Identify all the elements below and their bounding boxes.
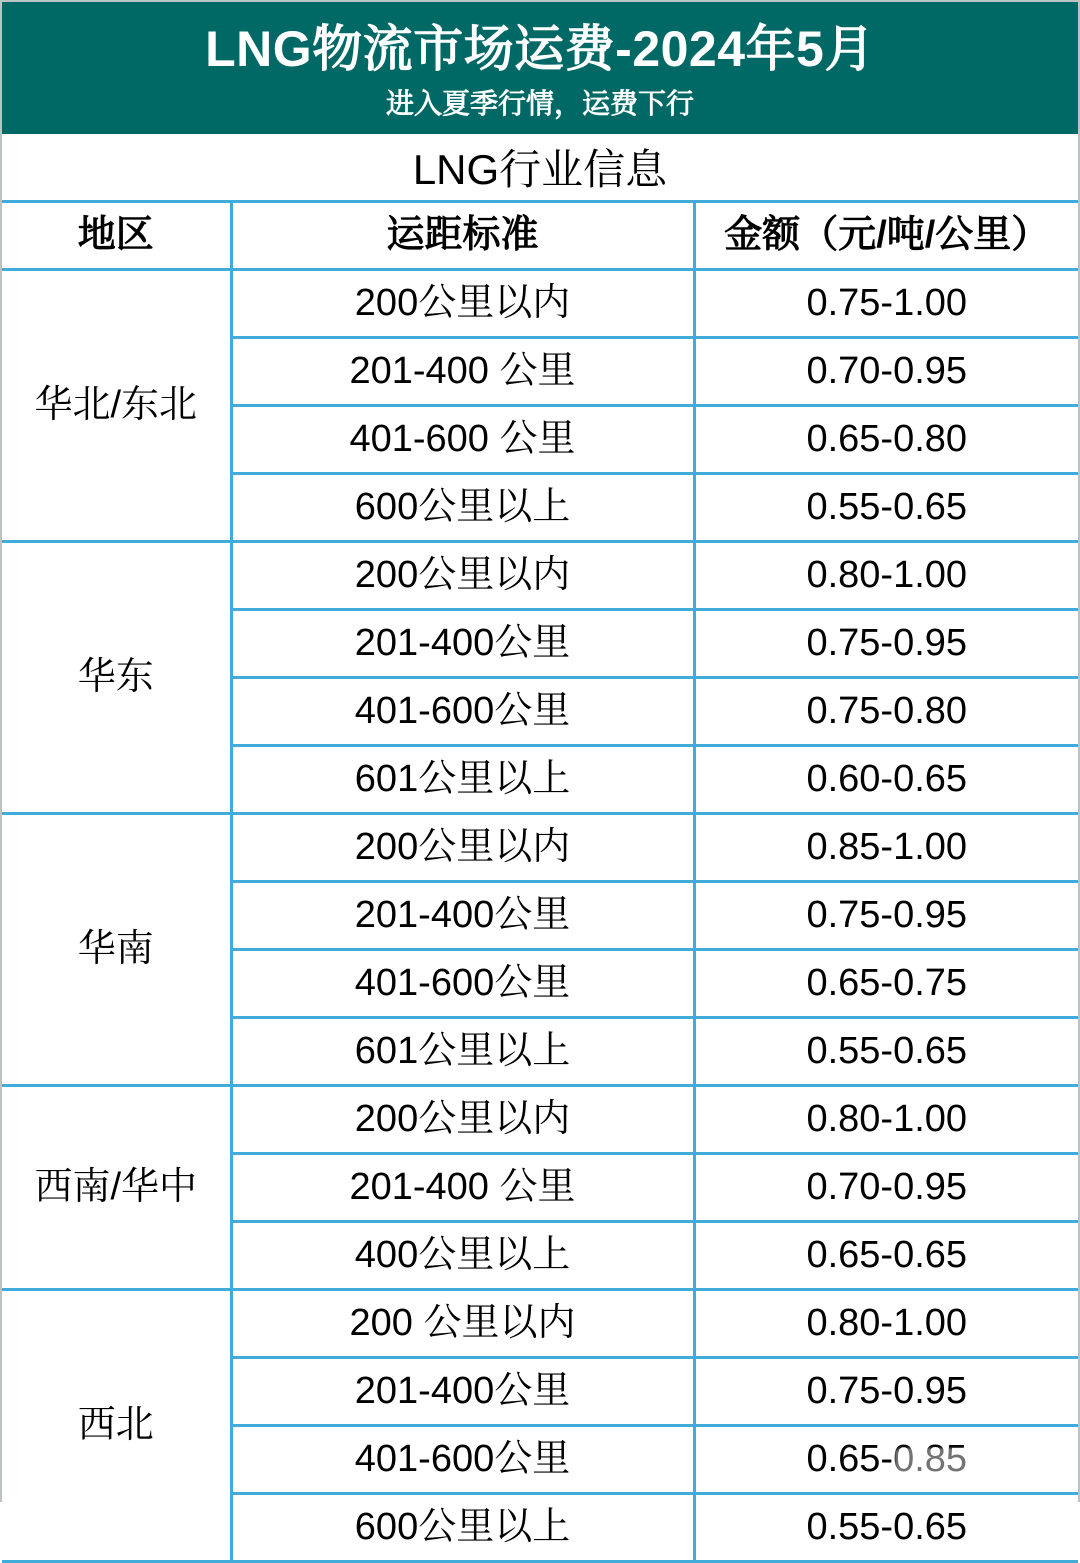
price-cell: 0.80-1.00 xyxy=(694,1086,1078,1154)
distance-cell: 401-600公里 xyxy=(231,950,694,1018)
distance-cell: 201-400公里 xyxy=(231,882,694,950)
section-title: LNG行业信息 xyxy=(2,134,1078,200)
region-cell: 华南 xyxy=(2,814,231,1086)
table-row xyxy=(2,542,1078,610)
price-cell: 0.75-1.00 xyxy=(694,270,1078,338)
distance-cell: 600公里以上 xyxy=(231,474,694,542)
distance-cell: 401-600公里 xyxy=(231,678,694,746)
banner-title: LNG物流市场运费-2024年5月 xyxy=(205,21,875,77)
distance-cell: 600公里以上 xyxy=(231,1494,694,1562)
col-header-distance: 运距标准 xyxy=(231,202,694,270)
price-cell: 0.65-0.65 xyxy=(694,1222,1078,1290)
price-cell: 0.75-0.80 xyxy=(694,678,1078,746)
table-row xyxy=(2,270,1078,338)
distance-cell: 201-400公里 xyxy=(231,1358,694,1426)
region-cell: 西北 xyxy=(2,1290,231,1562)
banner-subtitle: 进入夏季行情，运费下行 xyxy=(385,88,694,119)
price-cell: 0.75-0.95 xyxy=(694,1358,1078,1426)
distance-cell: 200公里以内 xyxy=(231,814,694,882)
price-cell: 0.60-0.65 xyxy=(694,746,1078,814)
banner xyxy=(2,2,1078,134)
freight-table xyxy=(2,200,1078,1563)
distance-cell: 401-600 公里 xyxy=(231,406,694,474)
price-cell: 0.70-0.95 xyxy=(694,1154,1078,1222)
distance-cell: 200公里以内 xyxy=(231,270,694,338)
table-row xyxy=(2,814,1078,882)
price-cell: 0.55-0.65 xyxy=(694,1018,1078,1086)
distance-cell: 200公里以内 xyxy=(231,542,694,610)
price-cell: 0.75-0.95 xyxy=(694,882,1078,950)
distance-cell: 401-600公里 xyxy=(231,1426,694,1494)
price-cell: 0.70-0.95 xyxy=(694,338,1078,406)
price-cell: 0.65-0.80 xyxy=(694,406,1078,474)
price-cell: 0.80-1.00 xyxy=(694,542,1078,610)
distance-cell: 201-400公里 xyxy=(231,610,694,678)
table-row xyxy=(2,1290,1078,1358)
price-cell: 0.85-1.00 xyxy=(694,814,1078,882)
col-header-region: 地区 xyxy=(2,202,231,270)
price-cell: 0.75-0.95 xyxy=(694,610,1078,678)
price-cell: 0.80-1.00 xyxy=(694,1290,1078,1358)
price-cell: 0.65-0.75 xyxy=(694,950,1078,1018)
table-header-row xyxy=(2,202,1078,270)
distance-cell: 200 公里以内 xyxy=(231,1290,694,1358)
distance-cell: 201-400 公里 xyxy=(231,1154,694,1222)
distance-cell: 400公里以上 xyxy=(231,1222,694,1290)
distance-cell: 200公里以内 xyxy=(231,1086,694,1154)
region-cell: 华东 xyxy=(2,542,231,814)
distance-cell: 601公里以上 xyxy=(231,746,694,814)
price-cell: 0.65-0.85 xyxy=(694,1426,1078,1494)
region-cell: 西南/华中 xyxy=(2,1086,231,1290)
price-cell: 0.55-0.65 xyxy=(694,1494,1078,1562)
price-cell: 0.55-0.65 xyxy=(694,474,1078,542)
distance-cell: 201-400 公里 xyxy=(231,338,694,406)
col-header-price: 金额（元/吨/公里） xyxy=(694,202,1078,270)
region-cell: 华北/东北 xyxy=(2,270,231,542)
table-body xyxy=(2,270,1078,1562)
distance-cell: 601公里以上 xyxy=(231,1018,694,1086)
table-row xyxy=(2,1086,1078,1154)
